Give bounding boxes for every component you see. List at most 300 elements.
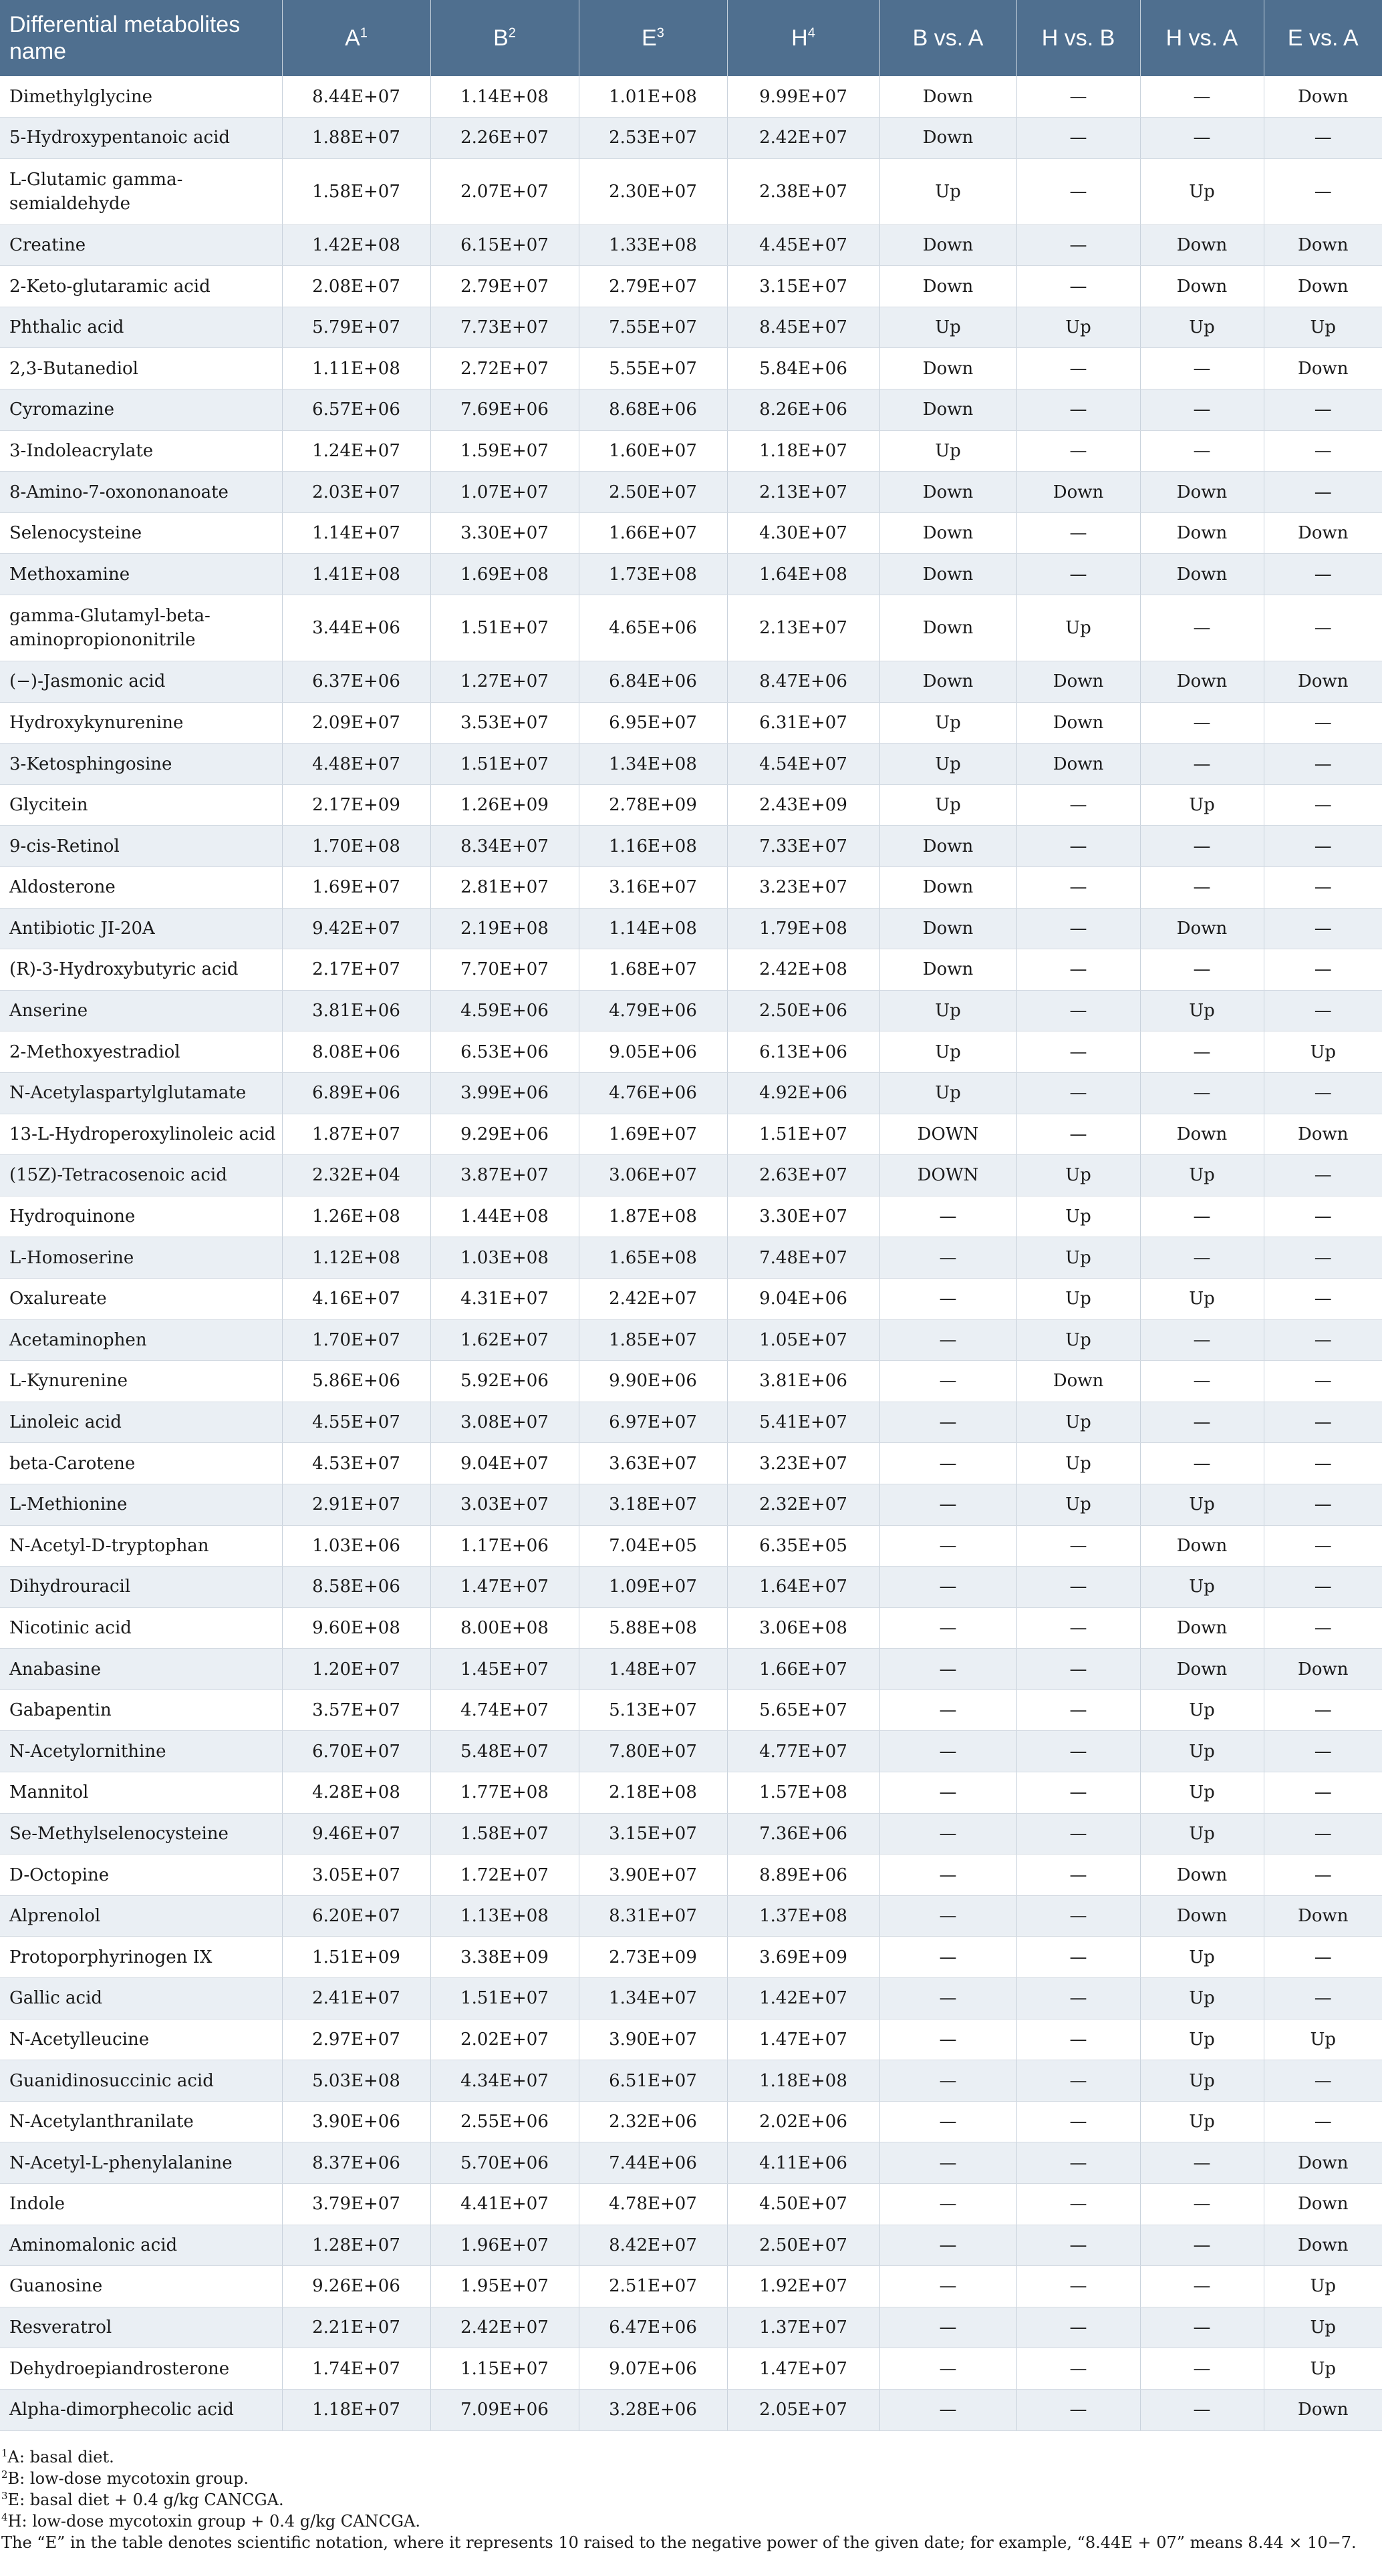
abundance-cell: 6.20E+07	[282, 1895, 430, 1937]
regulation-cell: Down	[879, 266, 1016, 307]
table-row	[0, 224, 1382, 266]
metabolite-name-cell: Hydroquinone	[0, 1196, 282, 1237]
metabolite-name-cell: Creatine	[0, 224, 282, 266]
regulation-cell: —	[1264, 1772, 1382, 1814]
footnote	[1, 2511, 1365, 2532]
regulation-cell: Down	[1016, 744, 1140, 785]
table-row	[0, 2019, 1382, 2060]
table-row	[0, 1319, 1382, 1361]
regulation-cell: —	[1264, 430, 1382, 472]
abundance-cell: 4.41E+07	[430, 2184, 579, 2225]
regulation-cell: Down	[1016, 1361, 1140, 1402]
abundance-cell: 8.58E+06	[282, 1567, 430, 1608]
regulation-cell: Up	[879, 158, 1016, 224]
abundance-cell: 1.64E+07	[727, 1567, 879, 1608]
regulation-cell: Down	[1140, 266, 1264, 307]
regulation-cell: —	[1140, 1361, 1264, 1402]
abundance-cell: 9.05E+06	[579, 1031, 727, 1073]
table-row	[0, 2101, 1382, 2142]
abundance-cell: 8.68E+06	[579, 389, 727, 431]
column-header-footnote-marker: 4	[807, 25, 815, 41]
regulation-cell: DOWN	[879, 1114, 1016, 1155]
abundance-cell: 3.69E+09	[727, 1937, 879, 1978]
regulation-cell: —	[1264, 1443, 1382, 1484]
regulation-cell: —	[1016, 1072, 1140, 1114]
abundance-cell: 8.08E+06	[282, 1031, 430, 1073]
regulation-cell: —	[1140, 2142, 1264, 2184]
regulation-cell: —	[879, 1772, 1016, 1814]
abundance-cell: 1.57E+08	[727, 1772, 879, 1814]
regulation-cell: —	[879, 2184, 1016, 2225]
metabolite-name-cell: Acetaminophen	[0, 1319, 282, 1361]
regulation-cell: Down	[1264, 2184, 1382, 2225]
table-row	[0, 76, 1382, 118]
abundance-cell: 4.92E+06	[727, 1072, 879, 1114]
abundance-cell: 9.60E+08	[282, 1607, 430, 1649]
regulation-cell: —	[1016, 1031, 1140, 1073]
abundance-cell: 1.70E+08	[282, 826, 430, 867]
regulation-cell: —	[1016, 2060, 1140, 2102]
metabolite-name-cell: 2-Keto-glutaramic acid	[0, 266, 282, 307]
metabolite-name-cell: L-Kynurenine	[0, 1361, 282, 1402]
abundance-cell: 4.53E+07	[282, 1443, 430, 1484]
abundance-cell: 3.16E+07	[579, 867, 727, 909]
abundance-cell: 3.06E+08	[727, 1607, 879, 1649]
abundance-cell: 3.53E+07	[430, 702, 579, 744]
abundance-cell: 6.89E+06	[282, 1072, 430, 1114]
regulation-cell: —	[1016, 1978, 1140, 2020]
metabolite-name-cell: D-Octopine	[0, 1855, 282, 1896]
abundance-cell: 4.59E+06	[430, 990, 579, 1031]
regulation-cell: —	[1016, 2266, 1140, 2307]
regulation-cell: —	[1140, 1031, 1264, 1073]
metabolite-name-cell: Indole	[0, 2184, 282, 2225]
regulation-cell: —	[1016, 158, 1140, 224]
metabolite-name-cell: (15Z)-Tetracosenoic acid	[0, 1155, 282, 1196]
footnote-marker: 4	[1, 2511, 8, 2523]
regulation-cell: —	[1016, 430, 1140, 472]
regulation-cell: —	[1016, 2142, 1140, 2184]
regulation-cell: —	[879, 2019, 1016, 2060]
regulation-cell: Up	[1140, 1689, 1264, 1731]
regulation-cell: —	[1016, 1895, 1140, 1937]
abundance-cell: 4.16E+07	[282, 1278, 430, 1319]
abundance-cell: 2.32E+07	[727, 1484, 879, 1525]
regulation-cell: —	[1264, 744, 1382, 785]
abundance-cell: 2.02E+06	[727, 2101, 879, 2142]
regulation-cell: Up	[1140, 158, 1264, 224]
regulation-cell: —	[1264, 595, 1382, 661]
regulation-cell: Up	[1016, 1237, 1140, 1279]
abundance-cell: 3.81E+06	[282, 990, 430, 1031]
abundance-cell: 1.14E+08	[579, 908, 727, 949]
abundance-cell: 9.99E+07	[727, 76, 879, 118]
abundance-cell: 1.96E+07	[430, 2225, 579, 2266]
regulation-cell: —	[1264, 554, 1382, 595]
abundance-cell: 2.81E+07	[430, 867, 579, 909]
regulation-cell: —	[1140, 702, 1264, 744]
abundance-cell: 2.17E+07	[282, 949, 430, 991]
abundance-cell: 7.70E+07	[430, 949, 579, 991]
regulation-cell: —	[1264, 1937, 1382, 1978]
regulation-cell: —	[1016, 1855, 1140, 1896]
abundance-cell: 3.38E+09	[430, 1937, 579, 1978]
header-row	[0, 0, 1382, 76]
regulation-cell: Down	[1264, 2389, 1382, 2430]
abundance-cell: 1.51E+07	[430, 744, 579, 785]
regulation-cell: Up	[1140, 1937, 1264, 1978]
metabolite-name-cell: N-Acetyl-D-tryptophan	[0, 1525, 282, 1567]
regulation-cell: —	[1264, 389, 1382, 431]
abundance-cell: 5.65E+07	[727, 1689, 879, 1731]
abundance-cell: 1.69E+08	[430, 554, 579, 595]
abundance-cell: 7.44E+06	[579, 2142, 727, 2184]
abundance-cell: 4.76E+06	[579, 1072, 727, 1114]
abundance-cell: 2.50E+06	[727, 990, 879, 1031]
abundance-cell: 1.87E+07	[282, 1114, 430, 1155]
regulation-cell: —	[1264, 1978, 1382, 2020]
abundance-cell: 1.66E+07	[727, 1649, 879, 1690]
abundance-cell: 1.34E+07	[579, 1978, 727, 2020]
metabolite-name-cell: L-Glutamic gamma-semialdehyde	[0, 158, 282, 224]
abundance-cell: 1.69E+07	[579, 1114, 727, 1155]
table-row	[0, 1237, 1382, 1279]
regulation-cell: Up	[1016, 595, 1140, 661]
regulation-cell: —	[879, 1937, 1016, 1978]
abundance-cell: 7.48E+07	[727, 1237, 879, 1279]
table-row	[0, 1895, 1382, 1937]
metabolite-name-cell: Guanidinosuccinic acid	[0, 2060, 282, 2102]
column-header-label: Differential metabolites name	[9, 12, 241, 64]
regulation-cell: Up	[1016, 1155, 1140, 1196]
abundance-cell: 2.42E+07	[579, 1278, 727, 1319]
regulation-cell: —	[1264, 2101, 1382, 2142]
regulation-cell: —	[879, 1649, 1016, 1690]
table-row	[0, 1361, 1382, 1402]
abundance-cell: 3.18E+07	[579, 1484, 727, 1525]
table-row	[0, 1689, 1382, 1731]
metabolite-name-cell: Gallic acid	[0, 1978, 282, 2020]
regulation-cell: —	[1016, 784, 1140, 826]
abundance-cell: 3.81E+06	[727, 1361, 879, 1402]
regulation-cell: —	[1264, 867, 1382, 909]
table-row	[0, 472, 1382, 513]
table-row	[0, 348, 1382, 389]
abundance-cell: 3.28E+06	[579, 2389, 727, 2430]
abundance-cell: 5.13E+07	[579, 1689, 727, 1731]
regulation-cell: —	[1264, 1155, 1382, 1196]
abundance-cell: 1.47E+07	[430, 1567, 579, 1608]
regulation-cell: Down	[1264, 76, 1382, 118]
regulation-cell: Down	[1016, 661, 1140, 703]
regulation-cell: —	[1140, 826, 1264, 867]
regulation-cell: Up	[1016, 1196, 1140, 1237]
column-header-label: B	[493, 25, 509, 51]
abundance-cell: 5.03E+08	[282, 2060, 430, 2102]
abundance-cell: 3.63E+07	[579, 1443, 727, 1484]
column-header-label: B vs. A	[912, 25, 984, 51]
regulation-cell: Down	[1140, 908, 1264, 949]
regulation-cell: —	[879, 2266, 1016, 2307]
table-row	[0, 1567, 1382, 1608]
regulation-cell: Up	[1016, 307, 1140, 348]
abundance-cell: 1.58E+07	[282, 158, 430, 224]
regulation-cell: Down	[879, 512, 1016, 554]
table-body	[0, 76, 1382, 2430]
regulation-cell: —	[1264, 990, 1382, 1031]
regulation-cell: —	[1264, 1607, 1382, 1649]
regulation-cell: Up	[1140, 2019, 1264, 2060]
abundance-cell: 2.72E+07	[430, 348, 579, 389]
abundance-cell: 1.51E+09	[282, 1937, 430, 1978]
metabolite-name-cell: Hydroxykynurenine	[0, 702, 282, 744]
abundance-cell: 5.41E+07	[727, 1402, 879, 1443]
regulation-cell: —	[879, 1731, 1016, 1772]
regulation-cell: —	[1264, 2060, 1382, 2102]
abundance-cell: 2.63E+07	[727, 1155, 879, 1196]
abundance-cell: 1.51E+07	[430, 595, 579, 661]
regulation-cell: —	[1140, 1319, 1264, 1361]
abundance-cell: 2.08E+07	[282, 266, 430, 307]
column-header-label: A	[345, 25, 360, 51]
abundance-cell: 6.13E+06	[727, 1031, 879, 1073]
abundance-cell: 4.54E+07	[727, 744, 879, 785]
abundance-cell: 4.50E+07	[727, 2184, 879, 2225]
regulation-cell: Up	[879, 702, 1016, 744]
abundance-cell: 1.34E+08	[579, 744, 727, 785]
abundance-cell: 2.18E+08	[579, 1772, 727, 1814]
metabolite-name-cell: Mannitol	[0, 1772, 282, 1814]
footnote-text: H: low-dose mycotoxin group + 0.4 g/kg CANCGA.	[7, 2512, 420, 2531]
regulation-cell: —	[879, 2101, 1016, 2142]
regulation-cell: Up	[1016, 1278, 1140, 1319]
abundance-cell: 2.79E+07	[579, 266, 727, 307]
metabolite-name-cell: Alpha-dimorphecolic acid	[0, 2389, 282, 2430]
abundance-cell: 4.77E+07	[727, 1731, 879, 1772]
abundance-cell: 1.64E+08	[727, 554, 879, 595]
footnote	[1, 2532, 1365, 2553]
table-row	[0, 595, 1382, 661]
regulation-cell: —	[1016, 1114, 1140, 1155]
regulation-cell: Down	[1264, 661, 1382, 703]
column-header-8	[1264, 0, 1382, 76]
abundance-cell: 1.37E+08	[727, 1895, 879, 1937]
abundance-cell: 3.90E+07	[579, 2019, 727, 2060]
regulation-cell: Down	[1016, 472, 1140, 513]
table-row	[0, 1484, 1382, 1525]
regulation-cell: —	[1264, 702, 1382, 744]
metabolite-name-cell: 13-L-Hydroperoxylinoleic acid	[0, 1114, 282, 1155]
abundance-cell: 2.73E+09	[579, 1937, 727, 1978]
regulation-cell: —	[1264, 1402, 1382, 1443]
abundance-cell: 4.31E+07	[430, 1278, 579, 1319]
abundance-cell: 1.48E+07	[579, 1649, 727, 1690]
abundance-cell: 2.05E+07	[727, 2389, 879, 2430]
regulation-cell: —	[1016, 2348, 1140, 2390]
column-header-label: E vs. A	[1287, 25, 1359, 51]
regulation-cell: —	[1264, 1278, 1382, 1319]
footnote-text: E: basal diet + 0.4 g/kg CANCGA.	[7, 2490, 284, 2509]
regulation-cell: Down	[879, 949, 1016, 991]
abundance-cell: 4.48E+07	[282, 744, 430, 785]
column-header-2	[430, 0, 579, 76]
regulation-cell: Up	[879, 990, 1016, 1031]
abundance-cell: 1.42E+08	[282, 224, 430, 266]
abundance-cell: 2.50E+07	[579, 472, 727, 513]
abundance-cell: 2.91E+07	[282, 1484, 430, 1525]
metabolite-name-cell: Dehydroepiandrosterone	[0, 2348, 282, 2390]
abundance-cell: 2.79E+07	[430, 266, 579, 307]
regulation-cell: —	[879, 2225, 1016, 2266]
abundance-cell: 7.73E+07	[430, 307, 579, 348]
abundance-cell: 1.17E+06	[430, 1525, 579, 1567]
abundance-cell: 7.80E+07	[579, 1731, 727, 1772]
regulation-cell: Up	[1264, 2266, 1382, 2307]
regulation-cell: Up	[1140, 1155, 1264, 1196]
regulation-cell: Up	[1140, 1567, 1264, 1608]
abundance-cell: 2.42E+07	[430, 2307, 579, 2348]
regulation-cell: Down	[879, 554, 1016, 595]
column-header-3	[579, 0, 727, 76]
abundance-cell: 1.42E+07	[727, 1978, 879, 2020]
abundance-cell: 1.26E+08	[282, 1196, 430, 1237]
metabolite-name-cell: Glycitein	[0, 784, 282, 826]
abundance-cell: 1.88E+07	[282, 118, 430, 159]
metabolite-name-cell: 8-Amino-7-oxononanoate	[0, 472, 282, 513]
regulation-cell: —	[1140, 348, 1264, 389]
abundance-cell: 3.44E+06	[282, 595, 430, 661]
abundance-cell: 1.12E+08	[282, 1237, 430, 1279]
table-row	[0, 1937, 1382, 1978]
metabolite-name-cell: Antibiotic JI-20A	[0, 908, 282, 949]
regulation-cell: —	[1140, 867, 1264, 909]
regulation-cell: —	[1016, 2389, 1140, 2430]
regulation-cell: Up	[1140, 1978, 1264, 2020]
regulation-cell: —	[1140, 2307, 1264, 2348]
abundance-cell: 8.42E+07	[579, 2225, 727, 2266]
footnote-text: A: basal diet.	[7, 2448, 114, 2466]
regulation-cell: Down	[1140, 472, 1264, 513]
regulation-cell: —	[1016, 908, 1140, 949]
regulation-cell: —	[1140, 2225, 1264, 2266]
regulation-cell: —	[1140, 1196, 1264, 1237]
table-row	[0, 661, 1382, 703]
abundance-cell: 2.32E+04	[282, 1155, 430, 1196]
abundance-cell: 1.59E+07	[430, 430, 579, 472]
abundance-cell: 2.51E+07	[579, 2266, 727, 2307]
table-row	[0, 990, 1382, 1031]
abundance-cell: 2.13E+07	[727, 472, 879, 513]
table-row	[0, 2389, 1382, 2430]
regulation-cell: —	[1016, 1649, 1140, 1690]
regulation-cell: —	[1140, 2348, 1264, 2390]
regulation-cell: —	[1140, 1402, 1264, 1443]
abundance-cell: 1.03E+06	[282, 1525, 430, 1567]
regulation-cell: —	[1264, 1689, 1382, 1731]
abundance-cell: 2.09E+07	[282, 702, 430, 744]
metabolite-name-cell: Methoxamine	[0, 554, 282, 595]
regulation-cell: Up	[1140, 1813, 1264, 1855]
metabolite-name-cell: Se-Methylselenocysteine	[0, 1813, 282, 1855]
regulation-cell: —	[879, 1978, 1016, 2020]
table-row	[0, 867, 1382, 909]
abundance-cell: 1.07E+07	[430, 472, 579, 513]
abundance-cell: 1.03E+08	[430, 1237, 579, 1279]
table-row	[0, 2307, 1382, 2348]
regulation-cell: Up	[1140, 1772, 1264, 1814]
regulation-cell: —	[1140, 2266, 1264, 2307]
abundance-cell: 2.03E+07	[282, 472, 430, 513]
abundance-cell: 1.77E+08	[430, 1772, 579, 1814]
table-row	[0, 2348, 1382, 2390]
metabolite-name-cell: 2,3-Butanediol	[0, 348, 282, 389]
regulation-cell: —	[1264, 1525, 1382, 1567]
regulation-cell: —	[1140, 1237, 1264, 1279]
abundance-cell: 7.69E+06	[430, 389, 579, 431]
metabolite-name-cell: Oxalureate	[0, 1278, 282, 1319]
regulation-cell: —	[879, 1689, 1016, 1731]
regulation-cell: —	[1016, 990, 1140, 1031]
abundance-cell: 1.85E+07	[579, 1319, 727, 1361]
abundance-cell: 2.38E+07	[727, 158, 879, 224]
regulation-cell: Up	[1264, 307, 1382, 348]
metabolite-name-cell: Alprenolol	[0, 1895, 282, 1937]
regulation-cell: —	[1264, 158, 1382, 224]
regulation-cell: —	[1016, 867, 1140, 909]
regulation-cell: —	[1264, 908, 1382, 949]
column-header-footnote-marker: 2	[508, 25, 516, 41]
table-row	[0, 2225, 1382, 2266]
abundance-cell: 1.28E+07	[282, 2225, 430, 2266]
abundance-cell: 1.11E+08	[282, 348, 430, 389]
abundance-cell: 4.45E+07	[727, 224, 879, 266]
regulation-cell: —	[1140, 595, 1264, 661]
table-row	[0, 1072, 1382, 1114]
abundance-cell: 3.05E+07	[282, 1855, 430, 1896]
metabolite-name-cell: L-Methionine	[0, 1484, 282, 1525]
regulation-cell: —	[1016, 1689, 1140, 1731]
abundance-cell: 1.13E+08	[430, 1895, 579, 1937]
regulation-cell: Down	[879, 908, 1016, 949]
abundance-cell: 1.14E+07	[282, 512, 430, 554]
abundance-cell: 6.47E+06	[579, 2307, 727, 2348]
regulation-cell: Up	[1016, 1484, 1140, 1525]
column-header-1	[282, 0, 430, 76]
regulation-cell: Down	[1264, 1895, 1382, 1937]
table-row	[0, 512, 1382, 554]
table-row	[0, 1155, 1382, 1196]
regulation-cell: Down	[1264, 512, 1382, 554]
abundance-cell: 6.37E+06	[282, 661, 430, 703]
footnote	[1, 2446, 1365, 2468]
abundance-cell: 1.16E+08	[579, 826, 727, 867]
metabolite-name-cell: N-Acetylleucine	[0, 2019, 282, 2060]
abundance-cell: 3.23E+07	[727, 867, 879, 909]
abundance-cell: 4.79E+06	[579, 990, 727, 1031]
column-header-footnote-marker: 3	[656, 25, 664, 41]
table-row	[0, 2142, 1382, 2184]
regulation-cell: Down	[1140, 1855, 1264, 1896]
abundance-cell: 1.15E+07	[430, 2348, 579, 2390]
regulation-cell: —	[879, 1855, 1016, 1896]
abundance-cell: 1.66E+07	[579, 512, 727, 554]
regulation-cell: Down	[1140, 661, 1264, 703]
regulation-cell: Up	[879, 1031, 1016, 1073]
regulation-cell: Up	[1140, 784, 1264, 826]
regulation-cell: Up	[1264, 2348, 1382, 2390]
abundance-cell: 4.30E+07	[727, 512, 879, 554]
metabolite-name-cell: Guanosine	[0, 2266, 282, 2307]
